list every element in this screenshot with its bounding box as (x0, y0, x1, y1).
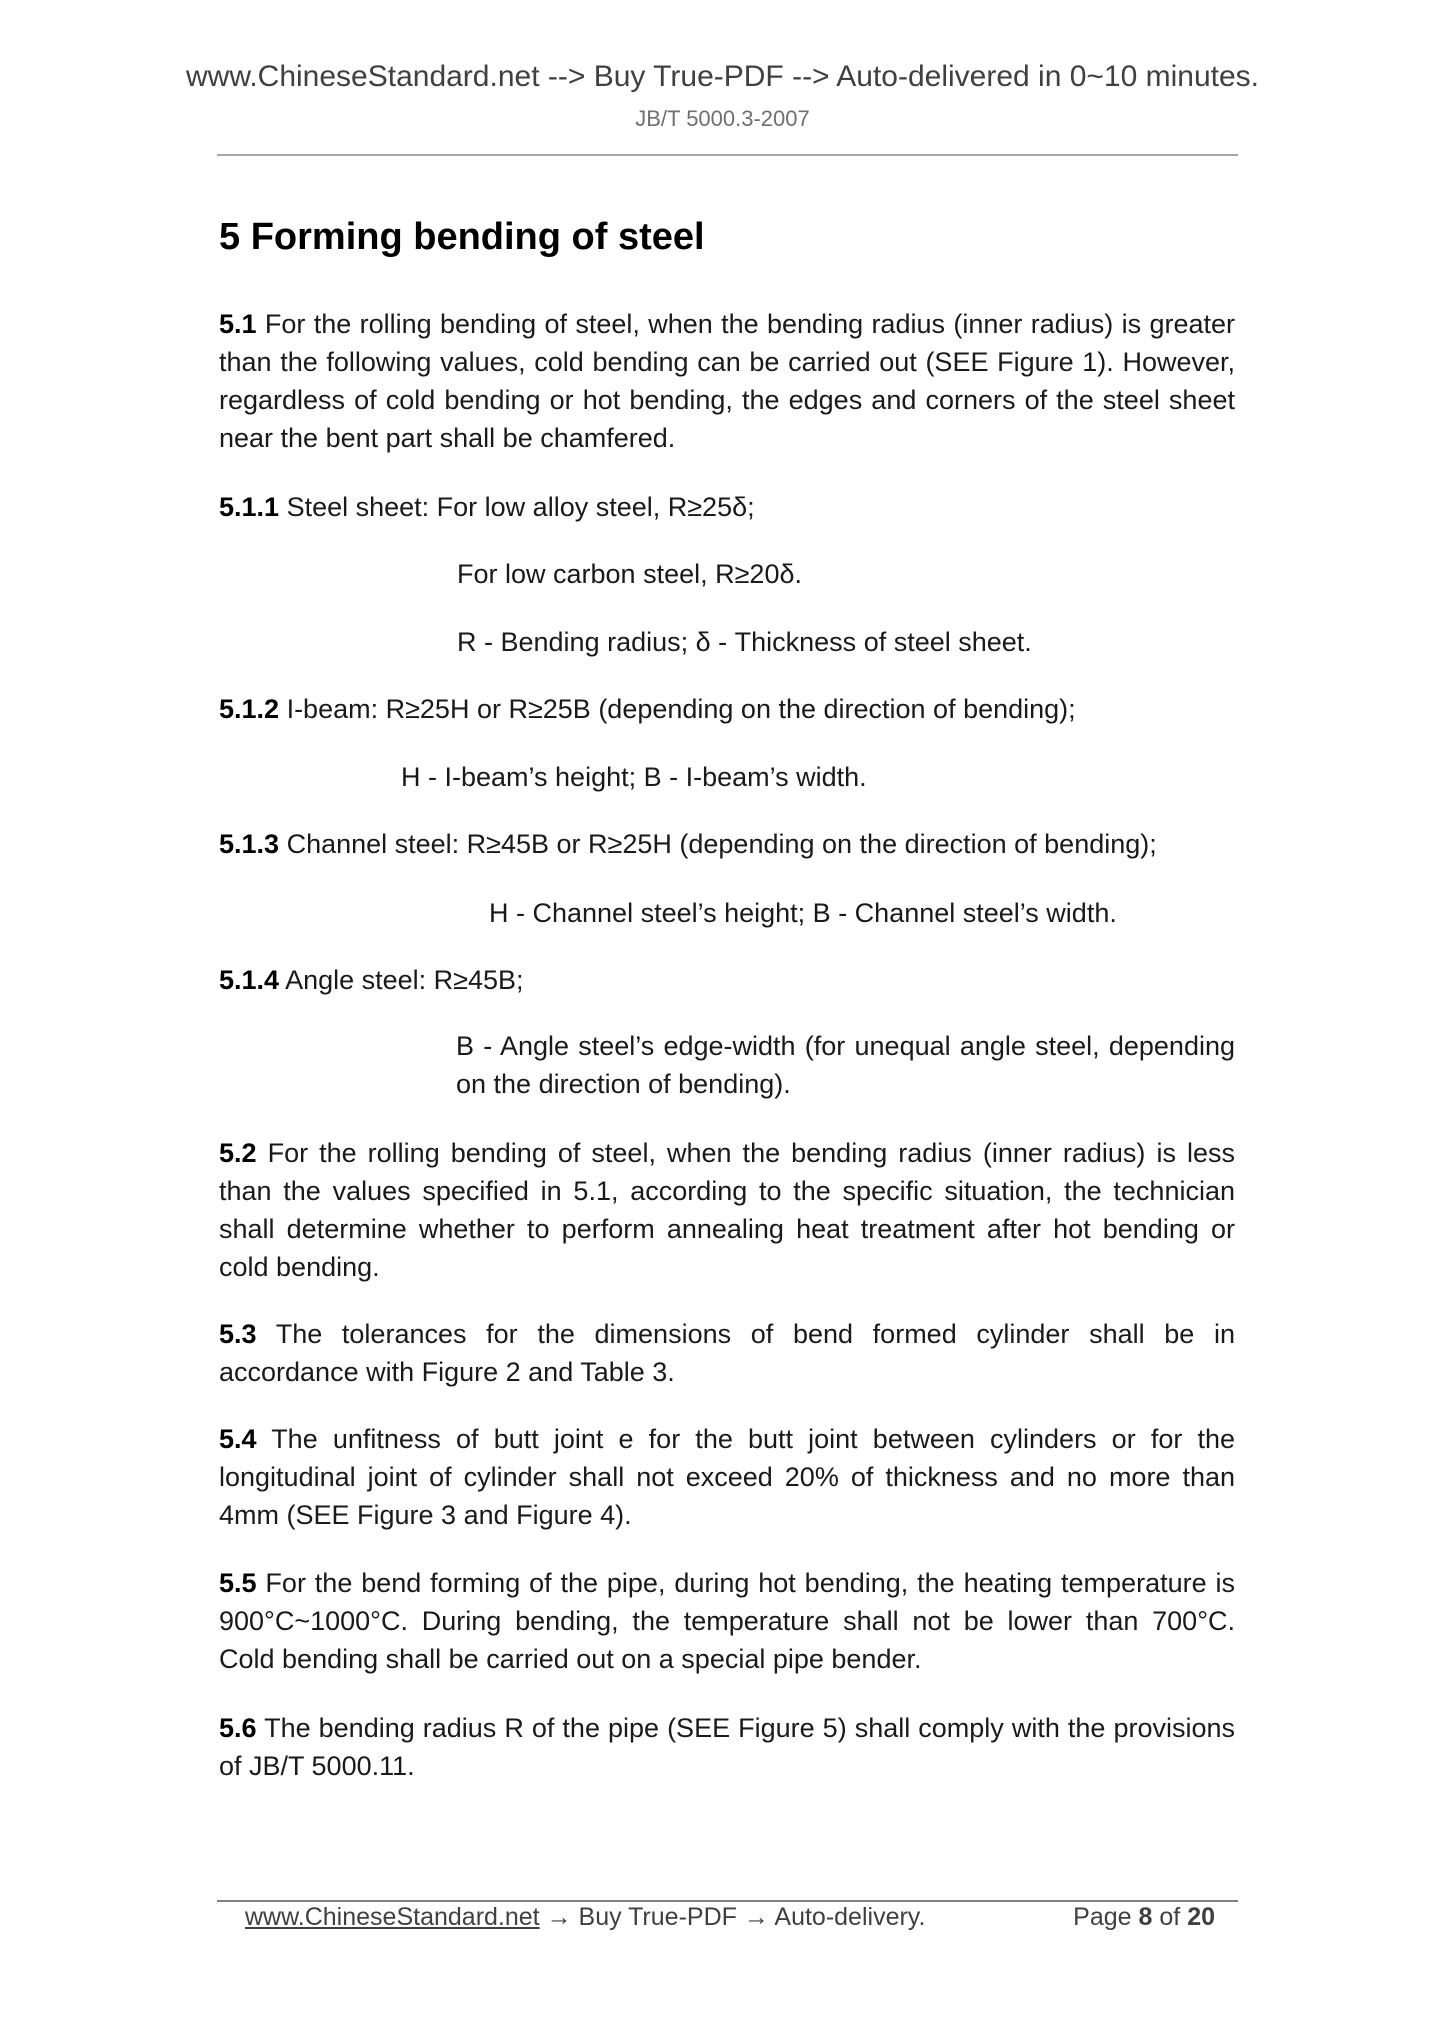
header-banner: www.ChineseStandard.net --> Buy True-PDF --> Auto-delivered in 0~10 minutes. (185, 60, 1260, 93)
clause-number: 5.1.1 (219, 492, 280, 522)
paragraph-5-5 (219, 1564, 1235, 1678)
paragraph-5-3 (219, 1315, 1235, 1391)
section-title: 5 Forming bending of steel (219, 216, 705, 258)
paragraph-text: Steel sheet: For low alloy steel, R≥25δ; (279, 492, 755, 522)
paragraph-line: B - Angle steel’s edge-width (for unequal angle steel, depending on the direction of bending). (456, 1031, 1235, 1099)
paragraph-text: Channel steel: R≥45B or R≥25H (depending on the direction of bending); (279, 829, 1157, 859)
paragraph-5-1 (219, 305, 1235, 457)
paragraph-text: The tolerances for the dimensions of bend formed cylinder shall be in accordance with Figure 2 and Table 3. (219, 1319, 1235, 1387)
of-label: of (1159, 1903, 1181, 1931)
paragraph-5-1-4 (219, 961, 1235, 999)
page-total: 20 (1187, 1903, 1215, 1931)
clause-number: 5.2 (219, 1138, 257, 1168)
paragraph-5-1-1 (219, 488, 1235, 526)
paragraph-5-4 (219, 1420, 1235, 1534)
clause-number: 5.1.2 (219, 694, 280, 724)
paragraph-5-6 (219, 1709, 1235, 1785)
paragraph-line: R - Bending radius; δ - Thickness of steel sheet. (457, 627, 1032, 657)
footer (245, 1903, 1215, 1932)
paragraph-5-1-3 (219, 825, 1235, 863)
paragraph-text: Angle steel: R≥45B; (279, 965, 524, 995)
footer-link[interactable]: www.ChineseStandard.net (245, 1903, 540, 1931)
paragraph-text: For the bend forming of the pipe, during hot bending, the heating temperature is 900°C~1000°C. During bending, the temperature shall not be lower than 700°C. Cold bending shall be carried out on a special pipe bender. (219, 1568, 1235, 1674)
paragraph-text: For the rolling bending of steel, when the bending radius (inner radius) is less than the values specified in 5.1, according to the specific situation, the technician shall determine whether to perform annealing heat treatment after hot bending or cold bending. (219, 1138, 1235, 1282)
paragraph-text: The bending radius R of the pipe (SEE Figure 5) shall comply with the provisions of JB/T 5000.11. (219, 1713, 1235, 1781)
clause-number: 5.1.4 (219, 965, 280, 995)
clause-number: 5.5 (219, 1568, 257, 1598)
paragraph-5-1-2 (219, 690, 1235, 728)
clause-number: 5.3 (219, 1319, 257, 1349)
paragraph-line: H - Channel steel’s height; B - Channel steel’s width. (489, 898, 1117, 928)
footer-divider (217, 1900, 1238, 1902)
paragraph-5-2 (219, 1134, 1235, 1286)
paragraph-line: H - I-beam’s height; B - I-beam’s width. (401, 762, 867, 792)
header-divider (217, 154, 1238, 156)
page-indicator (1073, 1903, 1215, 1932)
clause-number: 5.6 (219, 1713, 257, 1743)
paragraph-text: For the rolling bending of steel, when the bending radius (inner radius) is greater than the following values, cold bending can be carried out (SEE Figure 1). However, regardless of cold bending or hot bending, the edges and corners of the steel sheet near the bent part shall be chamfered. (219, 309, 1235, 453)
paragraph-line: For low carbon steel, R≥20δ. (457, 559, 802, 589)
paragraph-text: The unfitness of butt joint e for the butt joint between cylinders or for the longitudinal joint of cylinder shall not exceed 20% of thickness and no more than 4mm (SEE Figure 3 and Figure 4). (219, 1424, 1235, 1530)
clause-number: 5.1 (219, 309, 257, 339)
footer-text: → Buy True-PDF → Auto-delivery. (539, 1903, 926, 1931)
page-current: 8 (1138, 1903, 1153, 1931)
page-label: Page (1073, 1903, 1132, 1931)
clause-number: 5.4 (219, 1424, 257, 1454)
standard-code: JB/T 5000.3-2007 (635, 106, 810, 131)
paragraph-text: I-beam: R≥25H or R≥25B (depending on the direction of bending); (279, 694, 1076, 724)
clause-number: 5.1.3 (219, 829, 280, 859)
